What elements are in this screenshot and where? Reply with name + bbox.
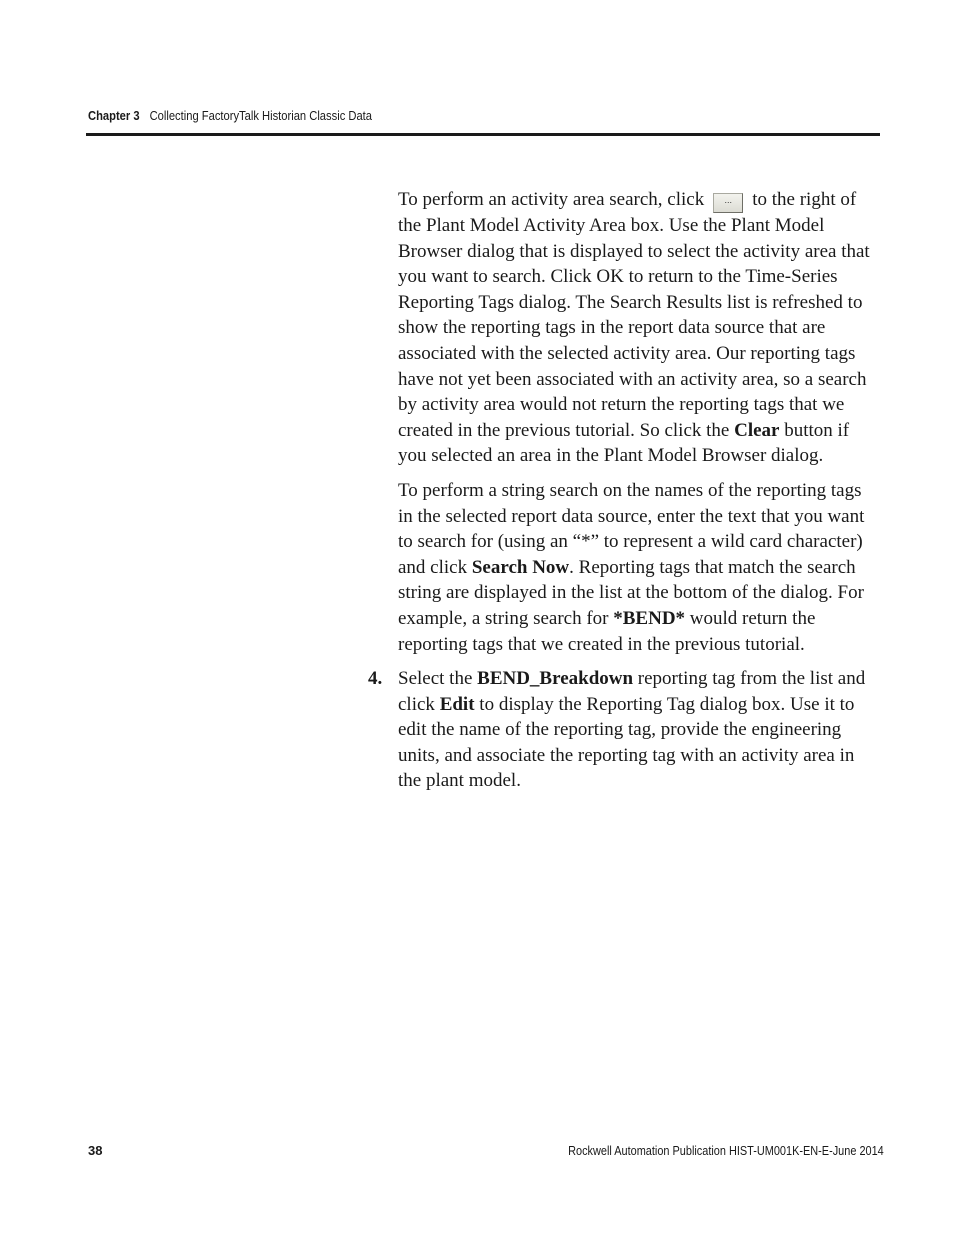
chapter-label: Chapter 3 <box>88 108 140 123</box>
running-header <box>88 108 769 123</box>
step4-text-a: Select the <box>398 668 473 690</box>
header-rule <box>86 133 880 136</box>
step-4 <box>368 666 872 794</box>
bend-wildcard-ref: *BEND* <box>613 607 686 629</box>
para2-text-a: To perform a string search on the names of the reporting tags in the selected report data source, enter the text that you want to search for (using an “*” to represent a wild card character) and click <box>398 479 865 578</box>
page-number: 38 <box>88 1143 103 1158</box>
para1-text-a: To perform an activity area search, click <box>398 189 705 210</box>
paragraph-string-search <box>398 478 872 657</box>
edit-button-ref: Edit <box>439 693 475 715</box>
publication-id: Rockwell Automation Publication HIST-UM001K-EN-E-June 2014 <box>568 1143 884 1158</box>
para2-text-b: . Reporting tags that match the search string are displayed in the list at the bottom of the dialog. For example, a string search for <box>398 556 864 629</box>
paragraph-activity-search <box>398 187 872 469</box>
para1-text-c: button if you selected an area in the Plant Model Browser dialog. <box>398 419 850 467</box>
para2-text-c: would return the reporting tags that we created in the previous tutorial. <box>398 607 816 655</box>
para1-text-b: to the right of the Plant Model Activity Area box. Use the Plant Model Browser dialog that is displayed to select the activity area that you want to search. Click OK to return to the Time-Series Reporting Tags dialog. The Search Results list is refreshed to show the reporting tags in the report data source that are associated with the selected activity area. Our reporting tags have not yet been associated with an activity area, so a search by activity area would not return the reporting tags that we created in the previous tutorial. So click the <box>398 189 870 441</box>
step-number: 4. <box>368 668 383 690</box>
browse-ellipsis-button-icon: ... <box>713 193 743 213</box>
step4-text-b: reporting tag from the list and click <box>398 668 866 715</box>
search-now-ref: Search Now <box>471 556 570 578</box>
clear-button-ref: Clear <box>734 419 780 441</box>
main-content <box>368 187 872 803</box>
chapter-title: Collecting FactoryTalk Historian Classic Data <box>149 108 373 123</box>
step4-text-c: to display the Reporting Tag dialog box. Use it to edit the name of the reporting tag, provide the engineering units, and associate the reporting tag with an activity area in the plant model. <box>398 693 855 792</box>
bend-breakdown-ref: BEND_Breakdown <box>477 668 634 690</box>
